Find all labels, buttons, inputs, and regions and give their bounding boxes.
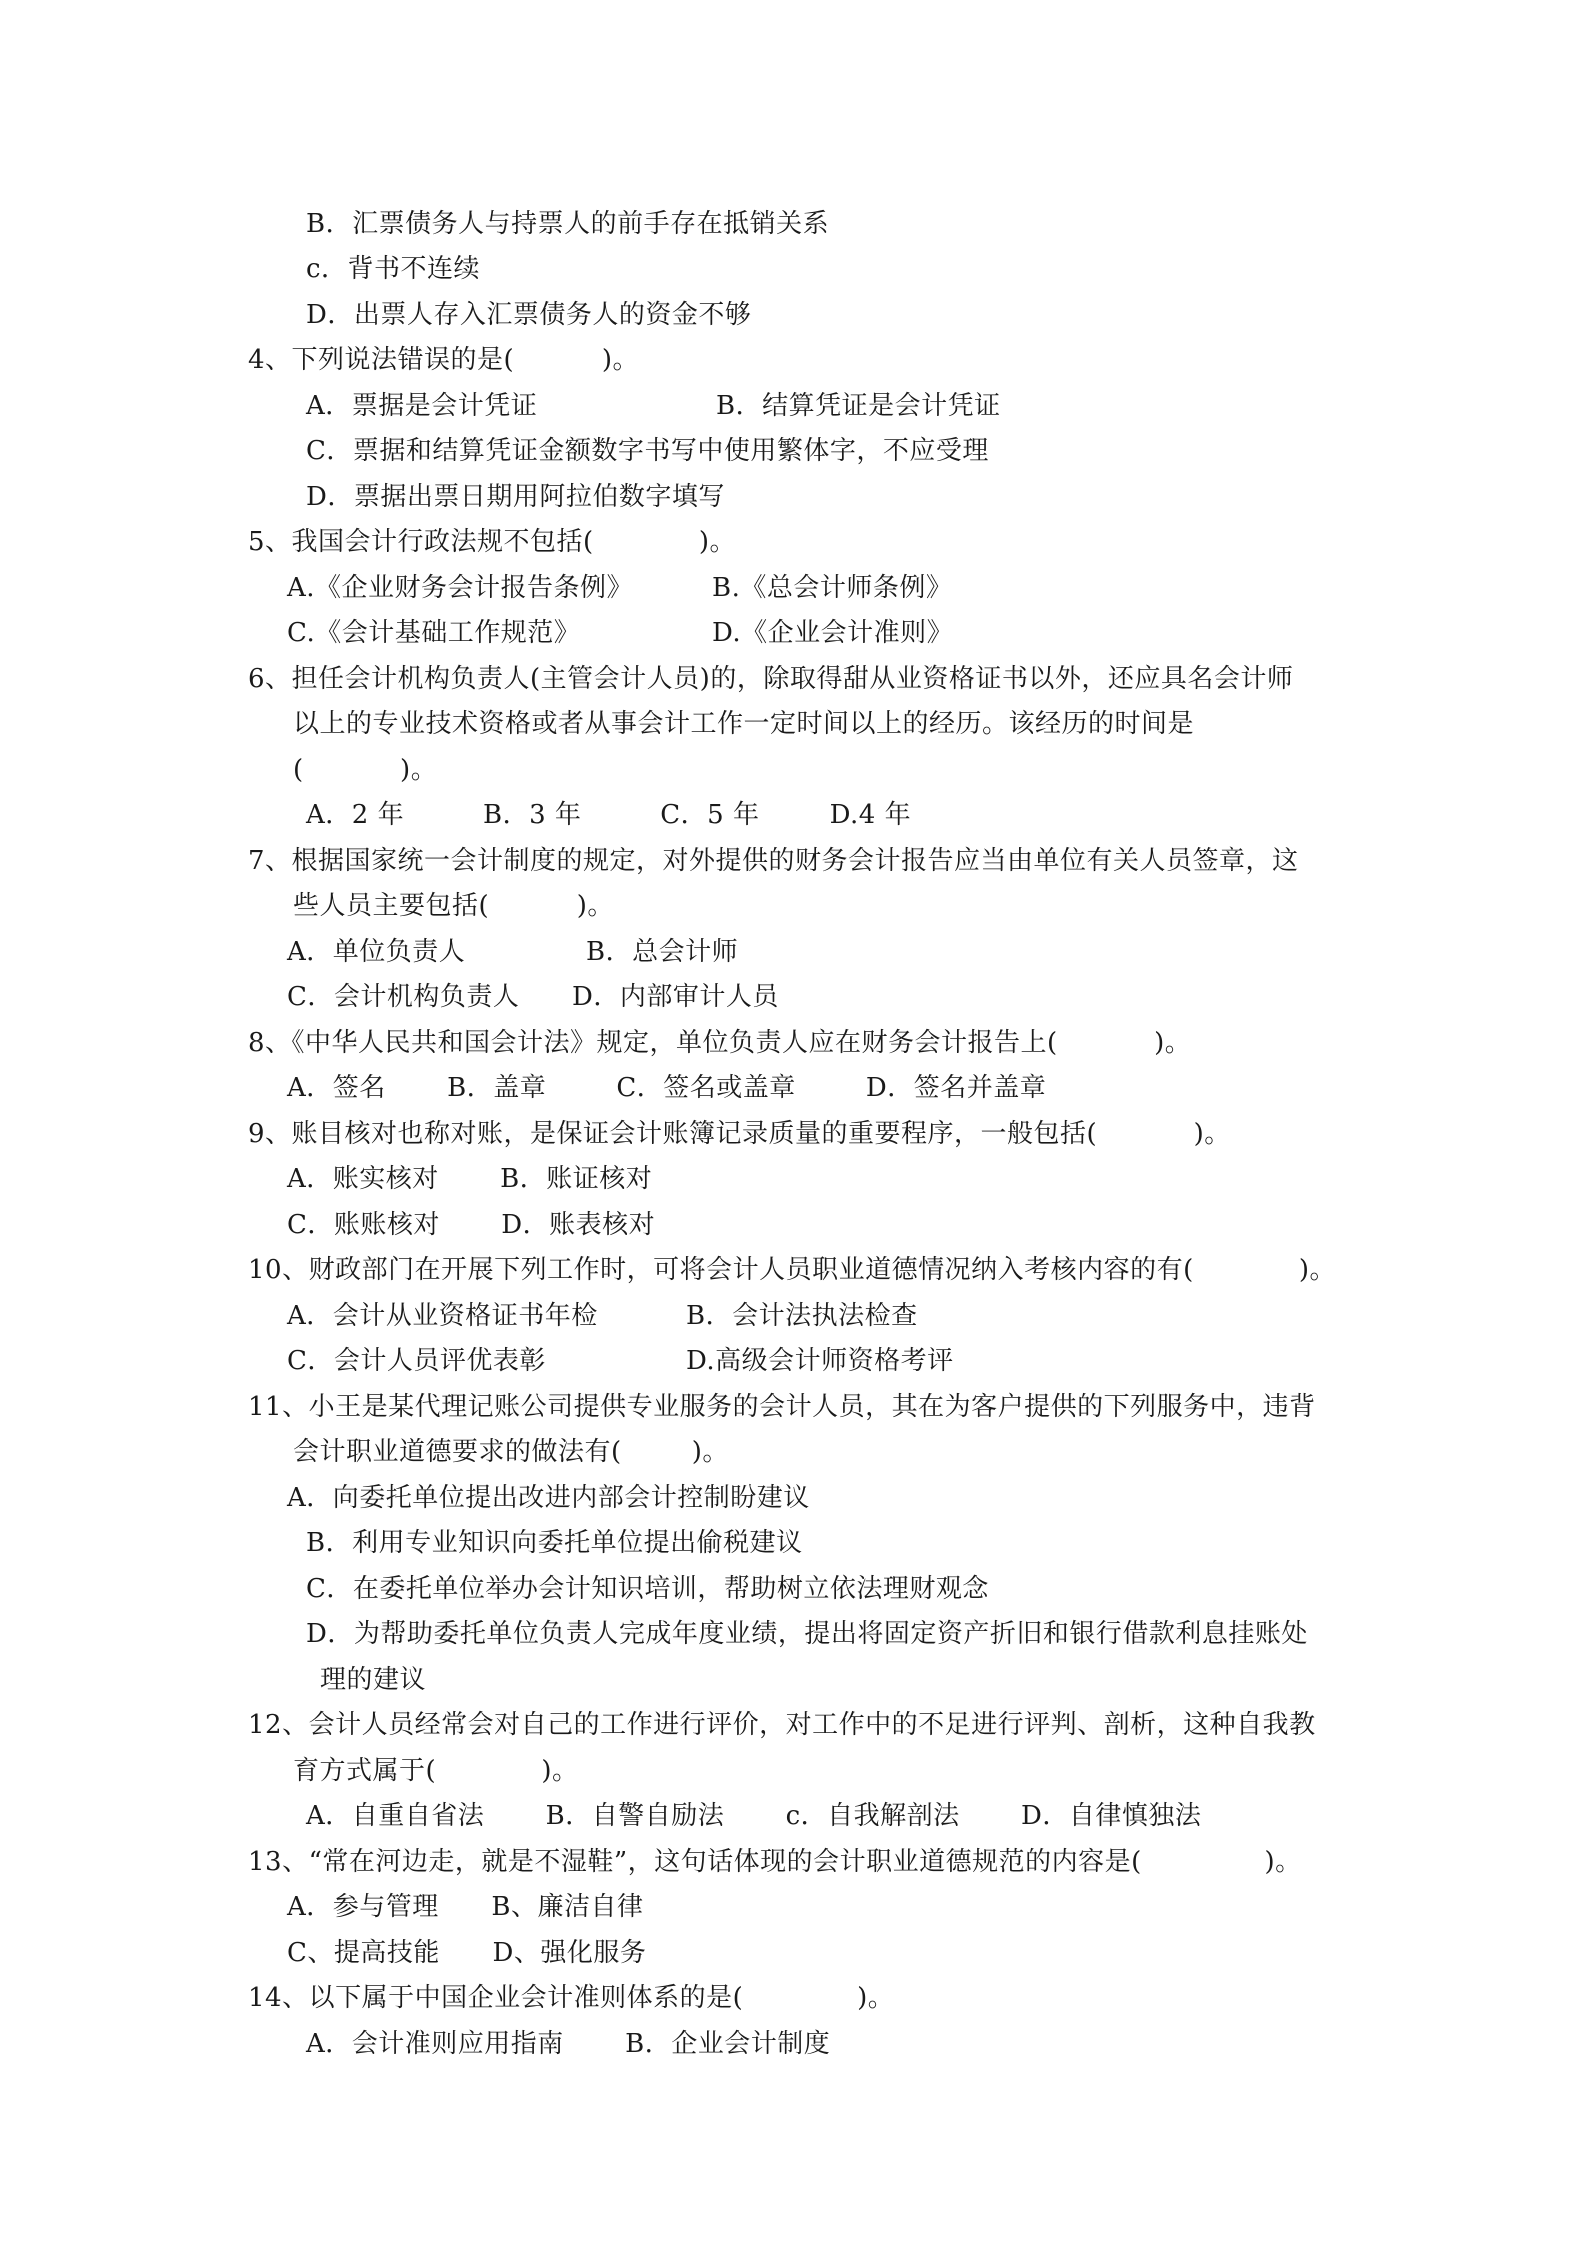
question-12-cont: 育方式属于( )。 (293, 1756, 579, 1786)
question-5: 5、我国会计行政法规不包括( )。 (248, 527, 737, 557)
question-11-cont: 会计职业道德要求的做法有( )。 (293, 1437, 729, 1467)
question-8: 8、《中华人民共和国会计法》规定，单位负责人应在财务会计报告上( )。 (248, 1028, 1192, 1058)
q4-option-c: C．票据和结算凭证金额数字书写中使用繁体字，不应受理 (306, 436, 989, 466)
question-14: 14、以下属于中国企业会计准则体系的是( )。 (248, 1983, 895, 2013)
question-11: 11、小王是某代理记账公司提供专业服务的会计人员，其在为客户提供的下列服务中，违背 (248, 1392, 1316, 1422)
q9-option-c-d: C．账账核对 D．账表核对 (287, 1210, 656, 1240)
question-10: 10、财政部门在开展下列工作时，可将会计人员职业道德情况纳入考核内容的有( )。 (248, 1255, 1337, 1285)
q7-option-a: A．单位负责人 (287, 937, 466, 967)
question-12: 12、会计人员经常会对自己的工作进行评价，对工作中的不足进行评判、剖析，这种自我教 (248, 1710, 1316, 1740)
q3-option-c: c．背书不连续 (306, 254, 481, 284)
q11-option-a: A．向委托单位提出改进内部会计控制盼建议 (287, 1483, 810, 1513)
question-13: 13、“常在河边走，就是不湿鞋”，这句话体现的会计职业道德规范的内容是( )。 (248, 1847, 1302, 1877)
question-7: 7、根据国家统一会计制度的规定，对外提供的财务会计报告应当由单位有关人员签章，这 (248, 846, 1299, 876)
question-6: 6、担任会计机构负责人(主管会计人员)的，除取得甜从业资格证书以外，还应具名会计师 (248, 664, 1294, 694)
q4-option-b: B．结算凭证是会计凭证 (716, 391, 1001, 421)
q5-option-a: A.《企业财务会计报告条例》 (287, 573, 634, 603)
q4-option-d: D．票据出票日期用阿拉伯数字填写 (306, 482, 725, 512)
q10-option-b: B．会计法执法检查 (686, 1301, 918, 1331)
q11-option-c: C．在委托单位举办会计知识培训，帮助树立依法理财观念 (306, 1574, 989, 1604)
q5-option-c: C.《会计基础工作规范》 (287, 618, 581, 648)
q10-option-d: D.高级会计师资格考评 (686, 1346, 954, 1376)
q8-options: A．签名 B．盖章 C．签名或盖章 D．签名并盖章 (287, 1073, 1047, 1103)
q13-option-a-b: A．参与管理 B、廉洁自律 (287, 1892, 644, 1922)
q6-options: A．2 年 B．3 年 C．5 年 D.4 年 (306, 800, 912, 830)
q10-option-a: A．会计从业资格证书年检 (287, 1301, 598, 1331)
q11-option-d: D．为帮助委托单位负责人完成年度业绩，提出将固定资产折旧和银行借款利息挂账处 (306, 1619, 1308, 1649)
q7-option-b: B．总会计师 (586, 937, 739, 967)
q14-option-a-b: A．会计准则应用指南 B．企业会计制度 (306, 2029, 831, 2059)
q7-option-c-d: C．会计机构负责人 D．内部审计人员 (287, 982, 779, 1012)
q5-option-b: B.《总会计师条例》 (712, 573, 953, 603)
question-9: 9、账目核对也称对账，是保证会计账簿记录质量的重要程序，一般包括( )。 (248, 1119, 1231, 1149)
question-7-cont: 些人员主要包括( )。 (293, 891, 614, 921)
question-4: 4、下列说法错误的是( )。 (248, 345, 639, 375)
q12-options: A．自重自省法 B．自警自励法 c．自我解剖法 D．自律慎独法 (306, 1801, 1202, 1831)
q3-option-b: B．汇票债务人与持票人的前手存在抵销关系 (306, 209, 830, 239)
q11-option-d-cont: 理的建议 (320, 1665, 427, 1695)
q3-option-d: D．出票人存入汇票债务人的资金不够 (306, 300, 752, 330)
question-6-cont-1: 以上的专业技术资格或者从事会计工作一定时间以上的经历。该经历的时间是 (293, 709, 1195, 739)
q11-option-b: B．利用专业知识向委托单位提出偷税建议 (306, 1528, 803, 1558)
q4-option-a: A．票据是会计凭证 (306, 391, 538, 421)
q10-option-c: C．会计人员评优表彰 (287, 1346, 546, 1376)
q5-option-d: D.《企业会计准则》 (712, 618, 954, 648)
question-6-cont-2: ( )。 (293, 755, 438, 785)
q13-option-c-d: C、提高技能 D、强化服务 (287, 1938, 647, 1968)
q9-option-a-b: A．账实核对 B．账证核对 (287, 1164, 653, 1194)
